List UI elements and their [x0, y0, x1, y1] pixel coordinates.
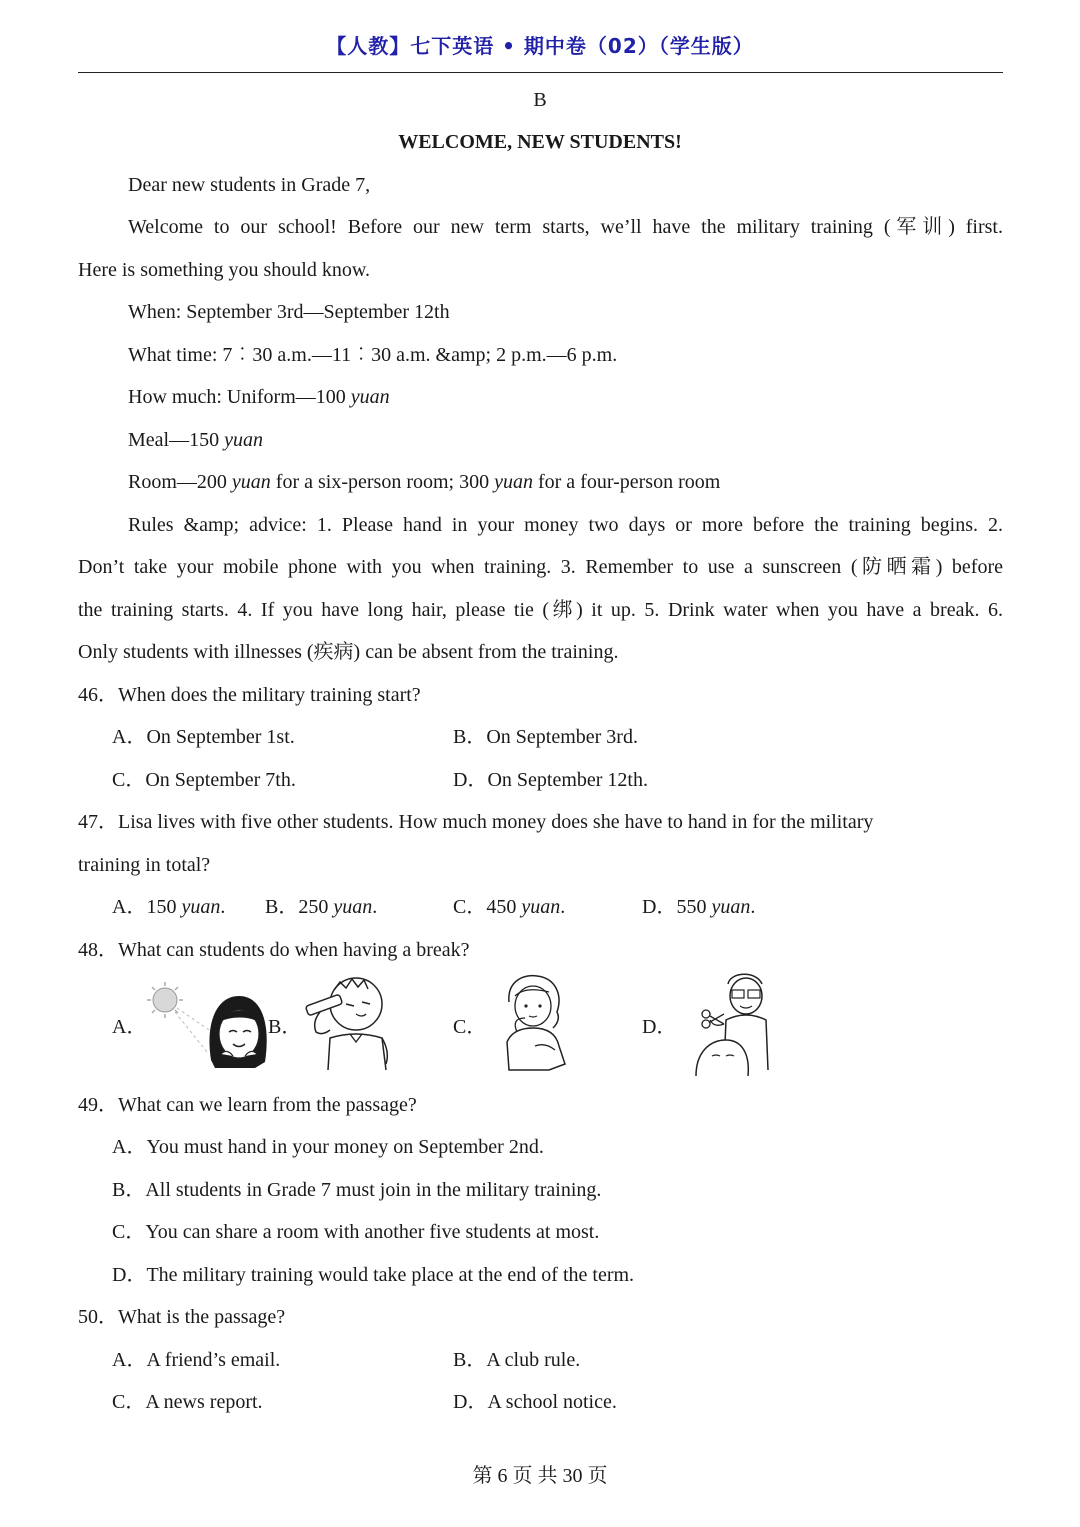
question-50-stem: 50．What is the passage? [78, 1306, 286, 1328]
room-cost-text: for a six-person room; 300 [270, 471, 495, 493]
q50-option-d[interactable]: D．A school notice. [453, 1391, 617, 1413]
option-text: . [750, 896, 756, 918]
option-text: . [372, 896, 378, 918]
q50-option-b[interactable]: B．A club rule. [453, 1349, 581, 1371]
option-text: . [560, 896, 566, 918]
page-header: 【人教】七下英语 • 期中卷（02）（学生版） [326, 34, 754, 58]
header-divider [78, 72, 1003, 73]
uniform-cost-line [128, 383, 390, 411]
paragraph-line: Welcome to our school! Before our new term starts, we’ll have the military training (军训) first. [128, 216, 1003, 238]
room-cost-line [128, 468, 720, 496]
sun-icon [147, 982, 215, 1052]
yuan-unit: yuan [224, 429, 263, 451]
thinking-girl-illustration [495, 972, 575, 1074]
q46-option-d[interactable]: D．On September 12th. [453, 769, 648, 791]
meal-cost-text: Meal—150 [128, 429, 225, 451]
time-line: What time: 7︰30 a.m.—11︰30 a.m. &amp; 2 p.m.—6 p.m. [128, 344, 618, 366]
q46-option-c[interactable]: C．On September 7th. [112, 769, 296, 791]
yuan-unit: yuan [521, 896, 561, 918]
q47-option-a[interactable] [112, 893, 225, 921]
greeting: Dear new students in Grade 7, [128, 174, 371, 196]
room-cost-text: for a four-person room [532, 471, 721, 493]
q48-option-d[interactable]: D． [642, 1016, 677, 1038]
q48-option-b[interactable]: B． [268, 1016, 302, 1038]
rules-line: Only students with illnesses (疾病) can be absent from the training. [78, 641, 619, 663]
q49-option-d[interactable]: D．The military training would take place at the end of the term. [112, 1264, 635, 1286]
yuan-unit: yuan [350, 386, 390, 408]
yuan-unit: yuan [711, 896, 751, 918]
room-cost-text: Room—200 [128, 471, 232, 493]
passage-title: WELCOME, NEW STUDENTS! [398, 131, 682, 153]
rules-line: the training starts. 4. If you have long hair, please tie (绑) it up. 5. Drink water when you have a break. 6. [78, 599, 1003, 621]
q49-option-b[interactable]: B．All students in Grade 7 must join in the military training. [112, 1179, 602, 1201]
q50-option-c[interactable]: C．A news report. [112, 1391, 263, 1413]
yuan-unit: yuan [333, 896, 373, 918]
when-line: When: September 3rd—September 12th [128, 301, 450, 323]
q49-option-c[interactable]: C．You can share a room with another five students at most. [112, 1221, 600, 1243]
yuan-unit: yuan [494, 471, 533, 493]
option-text: A．150 [112, 896, 182, 918]
rules-line: Don’t take your mobile phone with you when training. 3. Remember to use a sunscreen (防晒霜) before [78, 556, 1003, 578]
q48-option-c[interactable]: C． [453, 1016, 487, 1038]
girl-figure [209, 996, 266, 1068]
boy-drinking-water-illustration [298, 970, 398, 1072]
q47-option-c[interactable] [453, 893, 565, 921]
option-text: C．450 [453, 896, 522, 918]
option-text: B．250 [265, 896, 334, 918]
q47-option-d[interactable] [642, 893, 755, 921]
q46-option-a[interactable]: A．On September 1st. [112, 726, 295, 748]
q49-option-a[interactable]: A．You must hand in your money on September 2nd. [112, 1136, 544, 1158]
uniform-cost-text: How much: Uniform—100 [128, 386, 351, 408]
sunbathing-girl-illustration [145, 982, 270, 1070]
yuan-unit: yuan [181, 896, 221, 918]
option-text: D．550 [642, 896, 712, 918]
section-letter: B [533, 89, 547, 111]
meal-cost-line [128, 426, 263, 454]
q48-option-a[interactable]: A． [112, 1016, 147, 1038]
paragraph-line: Here is something you should know. [78, 259, 371, 281]
question-47-stem: 47．Lisa lives with five other students. How much money does she have to hand in for the military [78, 811, 874, 833]
option-text: . [220, 896, 226, 918]
hairdresser-illustration [690, 970, 780, 1080]
q50-option-a[interactable]: A．A friend’s email. [112, 1349, 281, 1371]
q47-option-b[interactable] [265, 893, 377, 921]
q46-option-b[interactable]: B．On September 3rd. [453, 726, 638, 748]
question-49-stem: 49．What can we learn from the passage? [78, 1094, 417, 1116]
question-46-stem: 46．When does the military training start? [78, 684, 421, 706]
page-number-footer: 第 6 页 共 30 页 [472, 1465, 608, 1487]
question-47-stem: training in total? [78, 854, 211, 876]
question-48-stem: 48．What can students do when having a break? [78, 939, 470, 961]
yuan-unit: yuan [231, 471, 271, 493]
rules-line: Rules &amp; advice: 1. Please hand in your money two days or more before the training begins. 2. [128, 514, 1003, 536]
